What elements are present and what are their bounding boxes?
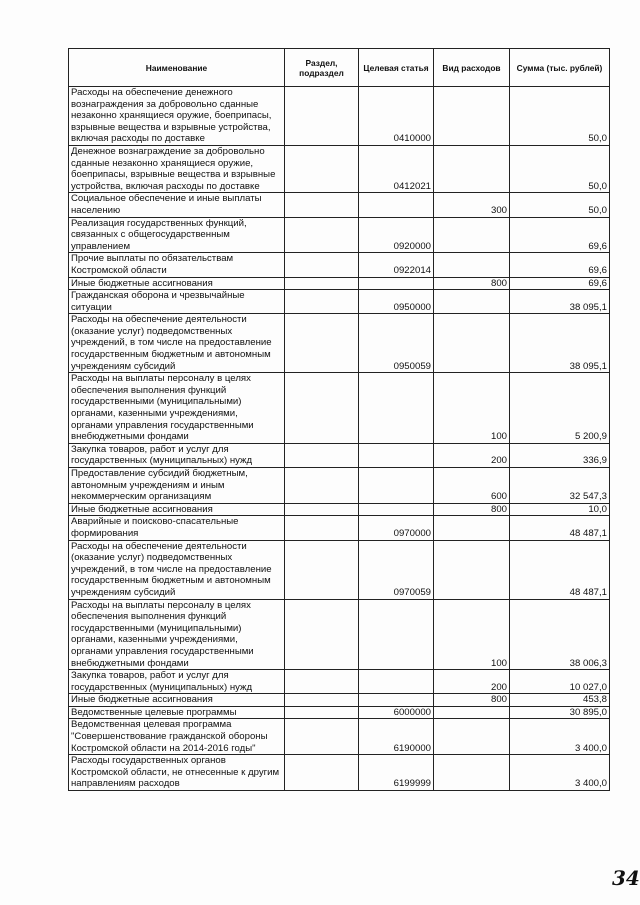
row-target: 0970059 <box>359 540 434 599</box>
row-target: 0950000 <box>359 290 434 314</box>
row-section <box>285 503 359 516</box>
table-row <box>69 373 610 444</box>
row-sum: 69,6 <box>510 217 610 253</box>
row-name: Ведомственная целевая программа "Совершенствование гражданской обороны Костромской области на 2014-2016 годы" <box>69 719 285 755</box>
row-target: 0950059 <box>359 314 434 373</box>
row-section <box>285 706 359 719</box>
row-section <box>285 719 359 755</box>
row-sum: 336,9 <box>510 443 610 467</box>
table-row <box>69 503 610 516</box>
row-target <box>359 694 434 707</box>
row-target <box>359 468 434 504</box>
row-name: Иные бюджетные ассигнования <box>69 277 285 290</box>
row-name: Закупка товаров, работ и услуг для государственных (муниципальных) нужд <box>69 443 285 467</box>
row-section <box>285 443 359 467</box>
row-target <box>359 193 434 217</box>
row-name: Денежное вознаграждение за добровольно сданные незаконно хранящиеся оружие, боеприпасы, взрывные вещества и взрывные устройства, включая расходы по доставке <box>69 145 285 192</box>
table-row <box>69 706 610 719</box>
table-row <box>69 755 610 791</box>
row-type <box>434 719 510 755</box>
row-section <box>285 87 359 146</box>
row-name: Иные бюджетные ассигнования <box>69 503 285 516</box>
table-row <box>69 694 610 707</box>
row-target: 0920000 <box>359 217 434 253</box>
row-section <box>285 253 359 277</box>
header-name: Наименование <box>69 49 285 87</box>
row-target: 0412021 <box>359 145 434 192</box>
row-type <box>434 540 510 599</box>
row-name: Прочие выплаты по обязательствам Костромской области <box>69 253 285 277</box>
table-row <box>69 290 610 314</box>
row-type: 800 <box>434 277 510 290</box>
row-type <box>434 217 510 253</box>
row-section <box>285 314 359 373</box>
row-name: Реализация государственных функций, связанных с общегосударственным управлением <box>69 217 285 253</box>
table-row <box>69 217 610 253</box>
table-row <box>69 145 610 192</box>
row-name: Аварийные и поисково-спасательные формирования <box>69 516 285 540</box>
row-sum: 69,6 <box>510 277 610 290</box>
row-section <box>285 694 359 707</box>
row-section <box>285 468 359 504</box>
row-name: Расходы на выплаты персоналу в целях обеспечения выполнения функций государственными (муниципальными) органами, казенными учреждениями, органами управления государственными внебюджетными фондами <box>69 373 285 444</box>
row-target: 0970000 <box>359 516 434 540</box>
row-section <box>285 290 359 314</box>
row-type <box>434 290 510 314</box>
row-name: Закупка товаров, работ и услуг для государственных (муниципальных) нужд <box>69 670 285 694</box>
row-target <box>359 503 434 516</box>
table-row <box>69 516 610 540</box>
row-target <box>359 599 434 670</box>
row-sum: 453,8 <box>510 694 610 707</box>
row-sum: 38 006,3 <box>510 599 610 670</box>
row-type <box>434 516 510 540</box>
row-section <box>285 599 359 670</box>
table-row <box>69 670 610 694</box>
budget-table <box>68 48 610 791</box>
header-sum: Сумма (тыс. рублей) <box>510 49 610 87</box>
row-type: 100 <box>434 599 510 670</box>
header-target: Целевая статья <box>359 49 434 87</box>
row-type: 200 <box>434 670 510 694</box>
row-type <box>434 253 510 277</box>
row-section <box>285 217 359 253</box>
row-target <box>359 373 434 444</box>
row-section <box>285 193 359 217</box>
row-type <box>434 706 510 719</box>
row-target: 6000000 <box>359 706 434 719</box>
row-target: 6199999 <box>359 755 434 791</box>
row-sum: 3 400,0 <box>510 719 610 755</box>
row-sum: 48 487,1 <box>510 540 610 599</box>
table-row <box>69 253 610 277</box>
row-section <box>285 277 359 290</box>
table-row <box>69 314 610 373</box>
row-target <box>359 443 434 467</box>
row-type <box>434 314 510 373</box>
row-sum: 10,0 <box>510 503 610 516</box>
row-sum: 38 095,1 <box>510 290 610 314</box>
row-sum: 5 200,9 <box>510 373 610 444</box>
row-name: Ведомственные целевые программы <box>69 706 285 719</box>
row-sum: 48 487,1 <box>510 516 610 540</box>
header-section: Раздел, подраздел <box>285 49 359 87</box>
row-section <box>285 540 359 599</box>
row-name: Расходы на выплаты персоналу в целях обеспечения выполнения функций государственными (муниципальными) органами, казенными учреждениями, органами управления государственными внебюджетными фондами <box>69 599 285 670</box>
row-target: 0410000 <box>359 87 434 146</box>
table-row <box>69 443 610 467</box>
row-sum: 50,0 <box>510 145 610 192</box>
row-sum: 69,6 <box>510 253 610 277</box>
row-sum: 50,0 <box>510 87 610 146</box>
row-name: Социальное обеспечение и иные выплаты населению <box>69 193 285 217</box>
row-sum: 38 095,1 <box>510 314 610 373</box>
row-sum: 10 027,0 <box>510 670 610 694</box>
row-name: Расходы на обеспечение деятельности (оказание услуг) подведомственных учреждений, в том числе на предоставление государственным бюджетным и автономным учреждениям субсидий <box>69 540 285 599</box>
row-type: 800 <box>434 694 510 707</box>
table-row <box>69 87 610 146</box>
row-type <box>434 755 510 791</box>
table-row <box>69 468 610 504</box>
row-sum: 30 895,0 <box>510 706 610 719</box>
row-target: 0922014 <box>359 253 434 277</box>
row-target: 6190000 <box>359 719 434 755</box>
table-header-row <box>69 49 610 87</box>
row-name: Расходы государственных органов Костромской области, не отнесенные к другим направлениям расходов <box>69 755 285 791</box>
table-row <box>69 277 610 290</box>
row-target <box>359 277 434 290</box>
row-target <box>359 670 434 694</box>
row-sum: 3 400,0 <box>510 755 610 791</box>
row-name: Расходы на обеспечение деятельности (оказание услуг) подведомственных учреждений, в том числе на предоставление государственным бюджетным и автономным учреждениям субсидий <box>69 314 285 373</box>
row-section <box>285 145 359 192</box>
row-type <box>434 145 510 192</box>
table-row <box>69 719 610 755</box>
row-section <box>285 670 359 694</box>
row-sum: 50,0 <box>510 193 610 217</box>
row-name: Предоставление субсидий бюджетным, автономным учреждениям и иным некоммерческим организациям <box>69 468 285 504</box>
row-section <box>285 516 359 540</box>
row-type <box>434 87 510 146</box>
row-name: Гражданская оборона и чрезвычайные ситуации <box>69 290 285 314</box>
row-type: 800 <box>434 503 510 516</box>
row-section <box>285 755 359 791</box>
row-name: Расходы на обеспечение денежного вознаграждения за добровольно сданные незаконно хранящиеся оружие, боеприпасы, взрывные вещества и взрывные устройства, включая расходы по доставке <box>69 87 285 146</box>
table-row <box>69 540 610 599</box>
row-section <box>285 373 359 444</box>
row-type: 300 <box>434 193 510 217</box>
table-row <box>69 193 610 217</box>
row-sum: 32 547,3 <box>510 468 610 504</box>
header-type: Вид расходов <box>434 49 510 87</box>
row-type: 100 <box>434 373 510 444</box>
row-type: 600 <box>434 468 510 504</box>
table-row <box>69 599 610 670</box>
row-type: 200 <box>434 443 510 467</box>
row-name: Иные бюджетные ассигнования <box>69 694 285 707</box>
page-number: 34 <box>612 866 640 890</box>
